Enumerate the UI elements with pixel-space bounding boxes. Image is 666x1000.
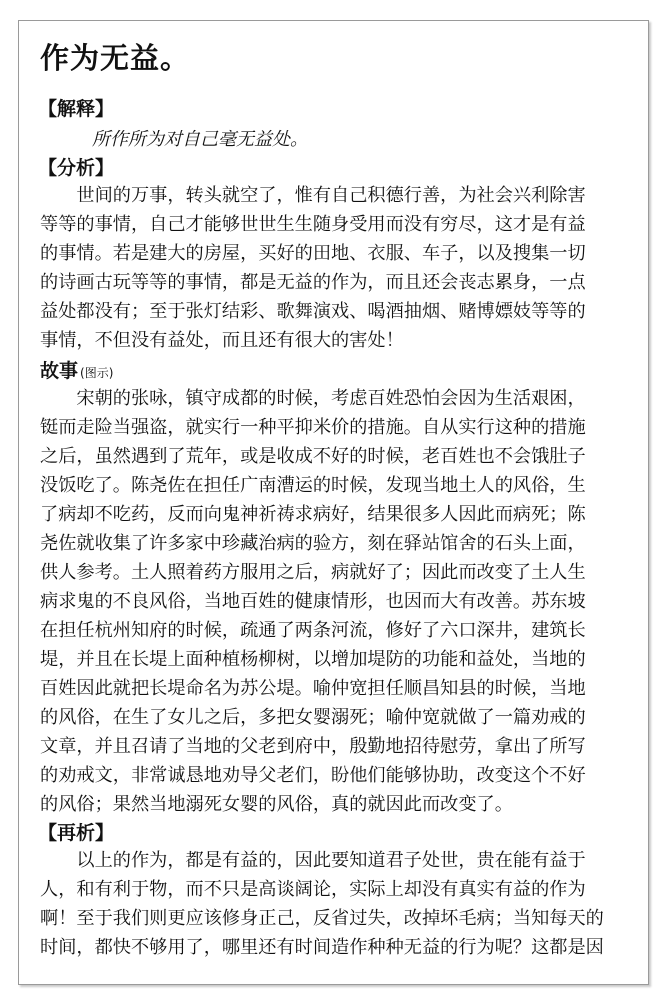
story-line: 了病却不吃药，反而向鬼神祈祷求病好，结果很多人因此而病死；陈 (40, 504, 586, 525)
explanation-heading: 【解释】 (38, 98, 115, 120)
story-heading-tag: (图示) (80, 366, 114, 380)
analysis-line: 世间的万事，转头就空了，惟有自己积德行善，为社会兴利除害 (40, 185, 586, 206)
analysis-line: 等等的事情，自己才能够世世生生随身受用而没有穷尽，这才是有益 (40, 214, 586, 235)
story-line: 铤而走险当强盗，就实行一种平抑米价的措施。自从实行这种的措施 (40, 417, 586, 438)
story-line: 尧佐就收集了许多家中珍藏治病的验方，刻在驿站馆舍的石头上面， (40, 533, 586, 554)
story-line: 没饭吃了。陈尧佐在担任广南漕运的时候，发现当地土人的风俗，生 (40, 475, 586, 496)
story-line: 宋朝的张咏，镇守成都的时候，考虑百姓恐怕会因为生活艰困， (40, 388, 586, 409)
story-line: 的风俗，在生了女儿之后，多把女婴溺死；喻仲宽就做了一篇劝戒的 (40, 707, 586, 728)
reanalysis-line: 人，和有利于物，而不只是高谈阔论，实际上却没有真实有益的作为 (40, 879, 586, 900)
reanalysis-line: 以上的作为，都是有益的，因此要知道君子处世，贵在能有益于 (40, 850, 586, 871)
story-line: 堤，并且在长堤上面种植杨柳树，以增加堤防的功能和益处，当地的 (40, 649, 586, 670)
story-paragraph (40, 384, 628, 819)
story-heading-label: 故事 (40, 360, 79, 382)
story-line: 的风俗；果然当地溺死女婴的风俗，真的就因此而改变了。 (40, 794, 513, 815)
story-line: 百姓因此就把长堤命名为苏公堤。喻仲宽担任顺昌知县的时候，当地 (40, 678, 586, 699)
story-line: 供人参考。土人照着药方服用之后，病就好了；因此而改变了土人生 (40, 562, 586, 583)
story-line: 病求鬼的不良风俗，当地百姓的健康情形，也因而大有改善。苏东坡 (40, 591, 586, 612)
reanalysis-line: 时间，都快不够用了，哪里还有时间造作种种无益的行为呢？这都是因 (40, 937, 604, 958)
explanation-text: 所作所为对自己毫无益处。 (92, 129, 308, 150)
story-line: 之后，虽然遇到了荒年，或是收成不好的时候，老百姓也不会饿肚子 (40, 446, 586, 467)
reanalysis-heading: 【再析】 (38, 822, 115, 844)
story-line: 在担任杭州知府的时候，疏通了两条河流，修好了六口深井，建筑长 (40, 620, 586, 641)
story-heading (40, 356, 113, 383)
reanalysis-line: 啊！至于我们则更应该修身正己，反省过失，改掉坏毛病；当知每天的 (40, 908, 604, 929)
analysis-line: 事情，不但没有益处，而且还有很大的害处！ (40, 330, 404, 351)
story-line: 文章，并且召请了当地的父老到府中，殷勤地招待慰劳，拿出了所写 (40, 736, 586, 757)
reanalysis-paragraph (40, 846, 628, 962)
analysis-paragraph (40, 181, 628, 355)
analysis-line: 的诗画古玩等等的事情，都是无益的作为，而且还会丧志累身，一点 (40, 272, 586, 293)
analysis-line: 益处都没有；至于张灯结彩、歌舞演戏、喝酒抽烟、赌博嫖妓等等的 (40, 301, 586, 322)
story-line: 的劝戒文，非常诚恳地劝导父老们，盼他们能够协助，改变这个不好 (40, 765, 586, 786)
analysis-line: 的事情。若是建大的房屋，买好的田地、衣服、车子，以及搜集一切 (40, 243, 586, 264)
page-title: 作为无益。 (40, 41, 191, 75)
analysis-heading: 【分析】 (38, 157, 115, 179)
